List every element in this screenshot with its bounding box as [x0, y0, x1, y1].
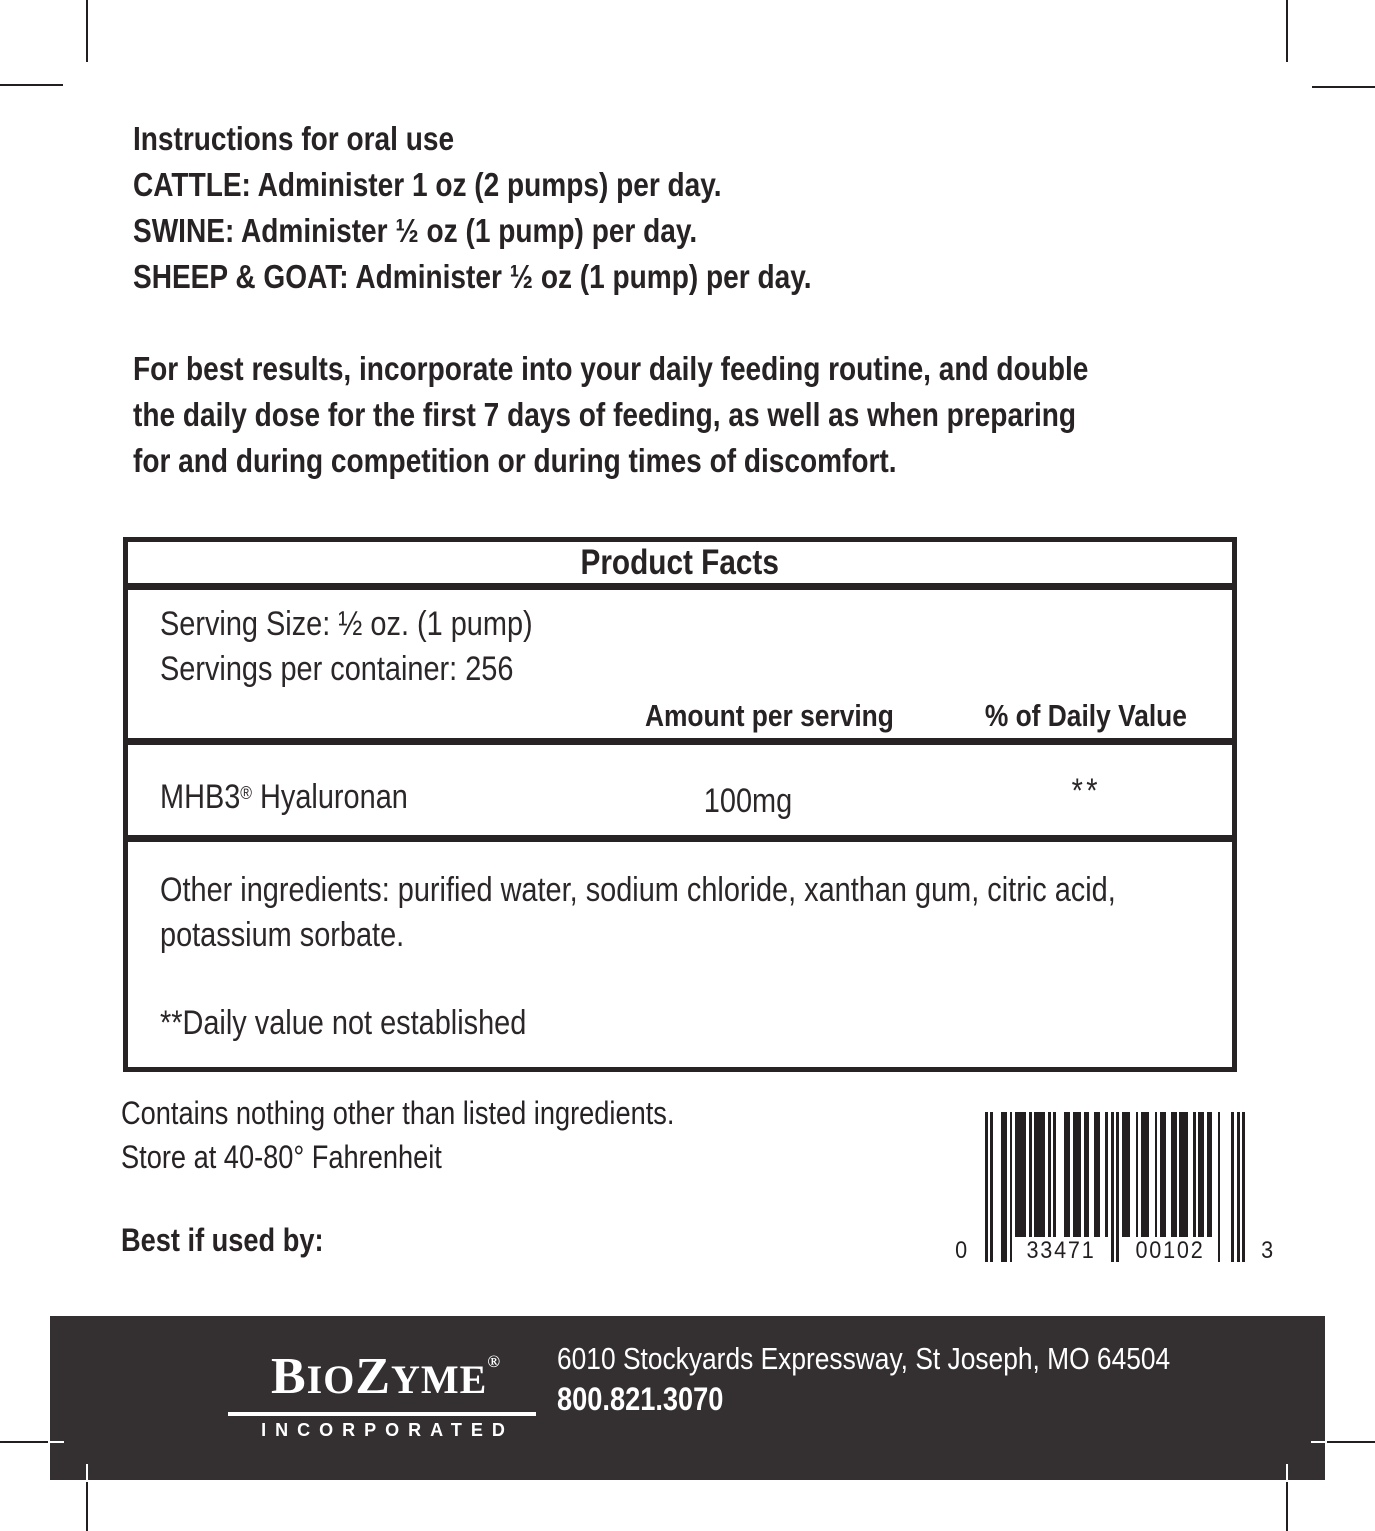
- barcode-digit-last: 3: [1261, 1237, 1275, 1264]
- barcode-digits-right: 00102: [1135, 1237, 1205, 1264]
- paragraph-line-3: for and during competition or during times of discomfort.: [133, 442, 897, 479]
- barcode-bar: [1242, 1112, 1245, 1262]
- barcode-bar: [1171, 1112, 1176, 1237]
- footer-address: 6010 Stockyards Expressway, St Joseph, MO 64504: [557, 1341, 1171, 1376]
- barcode-digit-first: 0: [955, 1237, 969, 1264]
- barcode-bar: [1053, 1112, 1056, 1237]
- contains-note: Contains nothing other than listed ingredients.: [121, 1095, 675, 1131]
- ingredient-amount: 100mg: [703, 782, 793, 820]
- barcode-bar: [1155, 1112, 1158, 1237]
- footer-phone: 800.821.3070: [557, 1381, 724, 1417]
- paragraph-line-2: the daily dose for the first 7 days of feeding, as well as when preparing: [133, 396, 1077, 433]
- instructions-block: [133, 116, 931, 300]
- barcode-bar: [1179, 1112, 1187, 1237]
- instruction-line-sheep-goat: SHEEP & GOAT: Administer ½ oz (1 pump) per day.: [133, 258, 812, 295]
- product-facts-table: [123, 537, 1237, 1072]
- crop-mark-bottom-right-v: [1286, 1482, 1288, 1531]
- crop-mark-bottom-right-h-inner: [1311, 1441, 1325, 1443]
- barcode-bar: [1193, 1112, 1196, 1237]
- barcode-bar: [1048, 1112, 1051, 1237]
- logo-underline: [228, 1412, 536, 1416]
- barcode-bar: [1029, 1112, 1032, 1237]
- barcode-bar: [1122, 1112, 1130, 1237]
- crop-mark-top-left-v: [86, 0, 88, 62]
- upc-barcode: [955, 1112, 1275, 1264]
- table-rule-2: [128, 835, 1232, 842]
- barcode-bar: [1198, 1112, 1203, 1237]
- barcode-bar: [1207, 1112, 1212, 1237]
- table-rule-1: [128, 738, 1232, 745]
- crop-mark-bottom-left-v-inner: [86, 1464, 88, 1480]
- daily-value-footnote: **Daily value not established: [160, 1004, 527, 1042]
- crop-mark-bottom-right-v-inner: [1286, 1464, 1288, 1480]
- footer-bar: [50, 1316, 1325, 1480]
- barcode-bar: [1160, 1112, 1165, 1237]
- barcode-bar: [1136, 1112, 1139, 1237]
- barcode-bar: [1073, 1112, 1081, 1237]
- crop-mark-bottom-left-h-inner: [50, 1441, 64, 1443]
- crop-mark-top-right-v: [1286, 0, 1288, 62]
- column-header-amount: Amount per serving: [644, 698, 894, 733]
- instruction-line-cattle: CATTLE: Administer 1 oz (2 pumps) per day.: [133, 166, 722, 203]
- barcode-bar: [990, 1112, 993, 1262]
- ingredient-name: MHB3® Hyaluronan: [160, 778, 408, 816]
- crop-mark-bottom-left-v: [86, 1482, 88, 1531]
- barcode-digits-left: 33471: [1026, 1237, 1096, 1264]
- paragraph-line-1: For best results, incorporate into your daily feeding routine, and double: [133, 350, 1089, 387]
- logo-incorporated: INCORPORATED: [261, 1420, 514, 1440]
- crop-mark-top-right-h: [1312, 86, 1375, 88]
- instructions-title: Instructions for oral use: [133, 120, 455, 157]
- barcode-bar: [1116, 1112, 1119, 1262]
- notes-block: [121, 1091, 772, 1179]
- other-ingredients: [160, 868, 1284, 958]
- barcode-bar: [985, 1112, 988, 1262]
- barcode-bar: [1010, 1112, 1013, 1262]
- other-ingredients-line-2: potassium sorbate.: [160, 916, 405, 954]
- barcode-bar: [1141, 1112, 1149, 1237]
- instruction-line-swine: SWINE: Administer ½ oz (1 pump) per day.: [133, 212, 698, 249]
- product-facts-title: Product Facts: [128, 542, 1232, 590]
- logo-registered-mark: ®: [487, 1352, 501, 1371]
- barcode-bar: [1015, 1112, 1026, 1237]
- barcode-bar: [1084, 1112, 1089, 1237]
- biozyme-logo: [228, 1342, 543, 1441]
- barcode-bar: [1094, 1112, 1099, 1237]
- barcode-bar: [1064, 1112, 1069, 1237]
- serving-size: Serving Size: ½ oz. (1 pump): [160, 605, 533, 643]
- crop-mark-top-left-h: [0, 84, 63, 86]
- barcode-bar: [1237, 1112, 1240, 1262]
- storage-note: Store at 40-80° Fahrenheit: [121, 1139, 442, 1175]
- ingredient-daily-value: **: [1071, 772, 1101, 810]
- best-if-used-by: Best if used by:: [121, 1222, 324, 1258]
- barcode-bar: [1231, 1112, 1234, 1262]
- best-results-paragraph: [133, 346, 1257, 484]
- other-ingredients-line-1: Other ingredients: purified water, sodium chloride, xanthan gum, citric acid,: [160, 871, 1116, 909]
- column-header-daily-value: % of Daily Value: [984, 698, 1188, 733]
- registered-mark: ®: [240, 782, 253, 803]
- barcode-bar: [1218, 1112, 1221, 1262]
- footer-address-block: [557, 1340, 1278, 1418]
- barcode-bar: [1034, 1112, 1045, 1237]
- biozyme-logo-wordmark: BIOZYME®: [270, 1348, 501, 1405]
- barcode-bar: [1001, 1112, 1006, 1262]
- barcode-bar: [1111, 1112, 1114, 1262]
- barcode-bar: [1105, 1112, 1108, 1237]
- servings-per-container: Servings per container: 256: [160, 650, 514, 688]
- crop-mark-bottom-left-h: [0, 1441, 48, 1443]
- crop-mark-bottom-right-h: [1327, 1441, 1375, 1443]
